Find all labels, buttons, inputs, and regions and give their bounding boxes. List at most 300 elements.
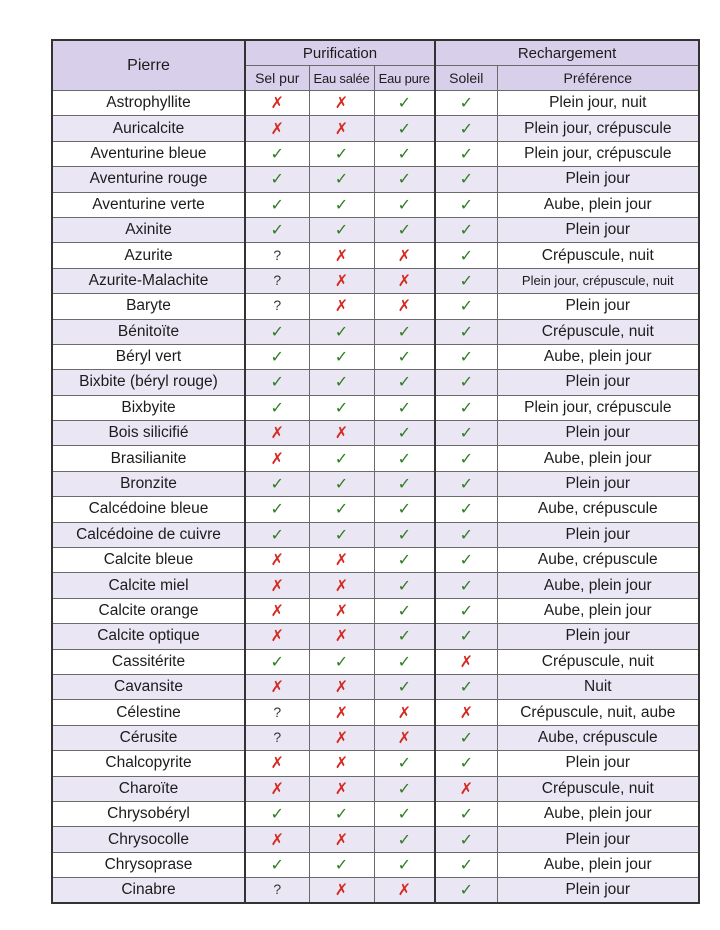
check-icon: ✓ [397,323,411,341]
check-icon: ✓ [397,552,411,570]
table-row [52,116,699,141]
eau-pure-cell [374,91,435,116]
check-icon: ✓ [397,399,411,417]
eau-pure-cell [374,395,435,420]
eau-pure-cell [374,776,435,801]
soleil-cell [435,294,497,319]
sel-pur-cell [245,852,309,877]
sel-pur-cell [245,421,309,446]
table-row [52,167,699,192]
table-row [52,497,699,522]
check-icon: ✓ [397,679,411,697]
stone-name: Calcédoine bleue [52,497,245,522]
stone-name: Aventurine rouge [52,167,245,192]
check-icon: ✓ [459,247,473,265]
eau-pure-cell [374,268,435,293]
check-icon: ✓ [459,323,473,341]
sel-pur-cell [245,192,309,217]
soleil-cell [435,674,497,699]
eau-pure-cell [374,370,435,395]
check-icon: ✓ [459,856,473,874]
cross-icon: ✗ [270,120,284,138]
cross-icon: ✗ [459,780,473,798]
check-icon: ✓ [270,323,284,341]
eau-salee-cell [309,344,374,369]
check-icon: ✓ [270,171,284,189]
check-icon: ✓ [334,526,349,544]
check-icon: ✓ [334,856,349,874]
question-icon: ? [273,728,282,745]
eau-pure-cell [374,573,435,598]
check-icon: ✓ [334,399,349,417]
sel-pur-cell [245,141,309,166]
table-row [52,294,699,319]
soleil-cell [435,446,497,471]
cross-icon: ✗ [334,780,349,798]
cross-icon: ✗ [334,247,349,265]
soleil-cell [435,217,497,242]
check-icon: ✓ [334,476,349,494]
stone-name: Brasilianite [52,446,245,471]
check-icon: ✓ [459,806,473,824]
eau-salee-cell [309,446,374,471]
table-body [52,91,699,904]
preference-cell: Crépuscule, nuit [497,649,699,674]
eau-salee-cell [309,268,374,293]
check-icon: ✓ [459,628,473,646]
eau-pure-cell [374,446,435,471]
sel-pur-cell [245,294,309,319]
cross-icon: ✗ [334,577,349,595]
cross-icon: ✗ [334,552,349,570]
preference-cell: Aube, plein jour [497,446,699,471]
preference-cell: Crépuscule, nuit [497,243,699,268]
sel-pur-cell [245,700,309,725]
check-icon: ✓ [459,729,473,747]
check-icon: ✓ [459,95,473,113]
check-icon: ✓ [270,476,284,494]
column-header-eau-pure: Eau pure [374,66,435,91]
preference-cell: Plein jour [497,421,699,446]
stone-name: Célestine [52,700,245,725]
eau-salee-cell [309,319,374,344]
check-icon: ✓ [334,145,349,163]
check-icon: ✓ [397,196,411,214]
eau-salee-cell [309,217,374,242]
sel-pur-cell [245,395,309,420]
check-icon: ✓ [334,171,349,189]
sel-pur-cell [245,624,309,649]
stone-name: Béryl vert [52,344,245,369]
check-icon: ✓ [334,374,349,392]
preference-cell: Nuit [497,674,699,699]
table-header [52,40,699,91]
column-header-sel-pur: Sel pur [245,66,309,91]
table-row [52,141,699,166]
eau-salee-cell [309,116,374,141]
table-row [52,852,699,877]
cross-icon: ✗ [397,298,411,316]
check-icon: ✓ [459,272,473,290]
eau-pure-cell [374,598,435,623]
sel-pur-cell [245,167,309,192]
cross-icon: ✗ [270,628,284,646]
cross-icon: ✗ [270,95,284,113]
cross-icon: ✗ [270,831,284,849]
preference-cell: Aube, crépuscule [497,725,699,750]
eau-salee-cell [309,497,374,522]
cross-icon: ✗ [397,247,411,265]
check-icon: ✓ [397,501,411,519]
soleil-cell [435,192,497,217]
sel-pur-cell [245,471,309,496]
preference-cell: Plein jour [497,294,699,319]
sel-pur-cell [245,268,309,293]
eau-pure-cell [374,827,435,852]
soleil-cell [435,497,497,522]
check-icon: ✓ [397,628,411,646]
soleil-cell [435,700,497,725]
cross-icon: ✗ [334,603,349,620]
table-row [52,674,699,699]
eau-salee-cell [309,751,374,776]
preference-cell: Crépuscule, nuit, aube [497,700,699,725]
table-row [52,446,699,471]
eau-pure-cell [374,522,435,547]
check-icon: ✓ [270,349,284,367]
eau-pure-cell [374,116,435,141]
soleil-cell [435,141,497,166]
stone-name: Cérusite [52,725,245,750]
preference-cell: Aube, plein jour [497,852,699,877]
eau-salee-cell [309,801,374,826]
check-icon: ✓ [397,806,411,824]
table-row [52,522,699,547]
check-icon: ✓ [459,349,473,367]
sel-pur-cell [245,344,309,369]
eau-salee-cell [309,522,374,547]
cross-icon: ✗ [334,120,349,138]
cross-icon: ✗ [397,729,411,747]
check-icon: ✓ [270,145,284,163]
stone-name: Chrysocolle [52,827,245,852]
check-icon: ✓ [459,552,473,570]
preference-cell: Plein jour, nuit [497,91,699,116]
table-row [52,548,699,573]
eau-salee-cell [309,421,374,446]
stone-name: Chrysoprase [52,852,245,877]
preference-cell: Plein jour [497,751,699,776]
check-icon: ✓ [334,501,349,519]
column-header-soleil: Soleil [435,66,497,91]
eau-pure-cell [374,141,435,166]
cross-icon: ✗ [334,755,349,773]
sel-pur-cell [245,446,309,471]
stone-name: Chalcopyrite [52,751,245,776]
preference-cell: Crépuscule, nuit [497,776,699,801]
group-header-rechargement: Rechargement [435,40,699,66]
soleil-cell [435,344,497,369]
check-icon: ✓ [459,831,473,849]
check-icon: ✓ [270,222,284,240]
stone-name: Baryte [52,294,245,319]
cross-icon: ✗ [270,755,284,773]
check-icon: ✓ [459,450,473,468]
soleil-cell [435,751,497,776]
soleil-cell [435,319,497,344]
preference-cell: Plein jour, crépuscule [497,395,699,420]
check-icon: ✓ [397,755,411,773]
sel-pur-cell [245,751,309,776]
eau-pure-cell [374,167,435,192]
eau-salee-cell [309,725,374,750]
cross-icon: ✗ [334,298,349,316]
eau-pure-cell [374,700,435,725]
eau-pure-cell [374,344,435,369]
stone-name: Auricalcite [52,116,245,141]
preference-cell: Aube, crépuscule [497,497,699,522]
sel-pur-cell [245,522,309,547]
stone-name: Bixbite (béryl rouge) [52,370,245,395]
check-icon: ✓ [459,526,473,544]
sel-pur-cell [245,649,309,674]
table-row [52,573,699,598]
soleil-cell [435,522,497,547]
question-icon: ? [273,271,282,288]
check-icon: ✓ [397,171,411,189]
check-icon: ✓ [397,374,411,392]
table-row [52,395,699,420]
check-icon: ✓ [459,196,473,214]
check-icon: ✓ [334,222,349,240]
check-icon: ✓ [397,526,411,544]
stone-name: Cinabre [52,878,245,903]
eau-pure-cell [374,852,435,877]
sel-pur-cell [245,573,309,598]
cross-icon: ✗ [270,425,284,443]
check-icon: ✓ [270,196,284,214]
check-icon: ✓ [459,145,473,163]
stone-care-table [51,39,700,904]
question-icon: ? [273,297,282,314]
check-icon: ✓ [397,349,411,367]
stone-name: Aventurine verte [52,192,245,217]
soleil-cell [435,776,497,801]
preference-cell: Aube, plein jour [497,192,699,217]
check-icon: ✓ [459,298,473,316]
eau-salee-cell [309,167,374,192]
check-icon: ✓ [397,653,411,671]
sel-pur-cell [245,674,309,699]
soleil-cell [435,116,497,141]
check-icon: ✓ [397,120,411,138]
check-icon: ✓ [459,425,473,443]
eau-salee-cell [309,141,374,166]
eau-salee-cell [309,573,374,598]
cross-icon: ✗ [334,95,349,113]
table-row [52,192,699,217]
check-icon: ✓ [334,349,349,367]
cross-icon: ✗ [270,780,284,798]
cross-icon: ✗ [334,272,349,290]
table-row [52,801,699,826]
check-icon: ✓ [459,171,473,189]
check-icon: ✓ [459,577,473,595]
check-icon: ✓ [334,196,349,214]
header-row-top [52,40,699,66]
question-icon: ? [273,703,282,720]
soleil-cell [435,91,497,116]
table-row [52,624,699,649]
stone-name: Axinite [52,217,245,242]
preference-cell: Plein jour [497,522,699,547]
check-icon: ✓ [270,501,284,519]
cross-icon: ✗ [459,653,473,671]
check-icon: ✓ [459,222,473,240]
table-row [52,827,699,852]
preference-cell: Plein jour [497,167,699,192]
eau-pure-cell [374,878,435,903]
check-icon: ✓ [459,755,473,773]
eau-salee-cell [309,649,374,674]
check-icon: ✓ [334,653,349,671]
soleil-cell [435,243,497,268]
eau-pure-cell [374,548,435,573]
cross-icon: ✗ [397,704,411,722]
check-icon: ✓ [459,399,473,417]
check-icon: ✓ [270,653,284,671]
soleil-cell [435,573,497,598]
soleil-cell [435,395,497,420]
sel-pur-cell [245,370,309,395]
preference-cell: Plein jour [497,471,699,496]
soleil-cell [435,370,497,395]
cross-icon: ✗ [397,882,411,900]
check-icon: ✓ [397,856,411,874]
table-row [52,751,699,776]
preference-cell: Aube, plein jour [497,598,699,623]
soleil-cell [435,878,497,903]
check-icon: ✓ [397,450,411,468]
table-row [52,370,699,395]
stone-name: Chrysobéryl [52,801,245,826]
preference-cell: Plein jour, crépuscule [497,116,699,141]
stone-name: Azurite [52,243,245,268]
preference-cell: Crépuscule, nuit [497,319,699,344]
check-icon: ✓ [270,806,284,824]
preference-cell: Aube, crépuscule [497,548,699,573]
check-icon: ✓ [459,603,473,620]
stone-name: Calcédoine de cuivre [52,522,245,547]
sel-pur-cell [245,91,309,116]
check-icon: ✓ [334,450,349,468]
check-icon: ✓ [397,780,411,798]
stone-name: Cavansite [52,674,245,699]
stone-name: Charoïte [52,776,245,801]
eau-pure-cell [374,319,435,344]
check-icon: ✓ [397,577,411,595]
cross-icon: ✗ [334,882,349,900]
cross-icon: ✗ [334,831,349,849]
stone-name: Bois silicifié [52,421,245,446]
check-icon: ✓ [397,95,411,113]
eau-salee-cell [309,91,374,116]
cross-icon: ✗ [270,603,284,620]
eau-pure-cell [374,497,435,522]
stone-name: Astrophyllite [52,91,245,116]
table-row [52,421,699,446]
cross-icon: ✗ [334,679,349,697]
preference-cell: Plein jour [497,217,699,242]
table-row [52,700,699,725]
eau-pure-cell [374,192,435,217]
table-row [52,217,699,242]
preference-cell: Aube, plein jour [497,573,699,598]
sel-pur-cell [245,497,309,522]
eau-salee-cell [309,598,374,623]
eau-salee-cell [309,548,374,573]
eau-salee-cell [309,192,374,217]
check-icon: ✓ [459,374,473,392]
eau-pure-cell [374,649,435,674]
table-row [52,268,699,293]
table-row [52,649,699,674]
cross-icon: ✗ [270,679,284,697]
table-row [52,776,699,801]
soleil-cell [435,167,497,192]
column-header-eau-salee: Eau salée [309,66,374,91]
table-row [52,878,699,903]
check-icon: ✓ [459,679,473,697]
eau-pure-cell [374,421,435,446]
eau-salee-cell [309,294,374,319]
table-row [52,344,699,369]
soleil-cell [435,827,497,852]
group-header-purification: Purification [245,40,435,66]
stone-name: Aventurine bleue [52,141,245,166]
preference-cell: Plein jour [497,624,699,649]
check-icon: ✓ [397,425,411,443]
stone-name: Calcite bleue [52,548,245,573]
cross-icon: ✗ [270,450,284,468]
sel-pur-cell [245,725,309,750]
sel-pur-cell [245,548,309,573]
cross-icon: ✗ [270,577,284,595]
check-icon: ✓ [459,501,473,519]
table-row [52,319,699,344]
soleil-cell [435,852,497,877]
check-icon: ✓ [397,831,411,849]
eau-salee-cell [309,878,374,903]
table-row [52,243,699,268]
stone-name: Calcite miel [52,573,245,598]
check-icon: ✓ [270,526,284,544]
eau-salee-cell [309,395,374,420]
eau-pure-cell [374,725,435,750]
eau-salee-cell [309,243,374,268]
eau-pure-cell [374,624,435,649]
preference-cell: Plein jour [497,370,699,395]
check-icon: ✓ [459,882,473,900]
stone-name: Cassitérite [52,649,245,674]
soleil-cell [435,624,497,649]
eau-salee-cell [309,370,374,395]
question-icon: ? [273,881,282,898]
soleil-cell [435,548,497,573]
table-row [52,598,699,623]
eau-pure-cell [374,243,435,268]
eau-salee-cell [309,776,374,801]
